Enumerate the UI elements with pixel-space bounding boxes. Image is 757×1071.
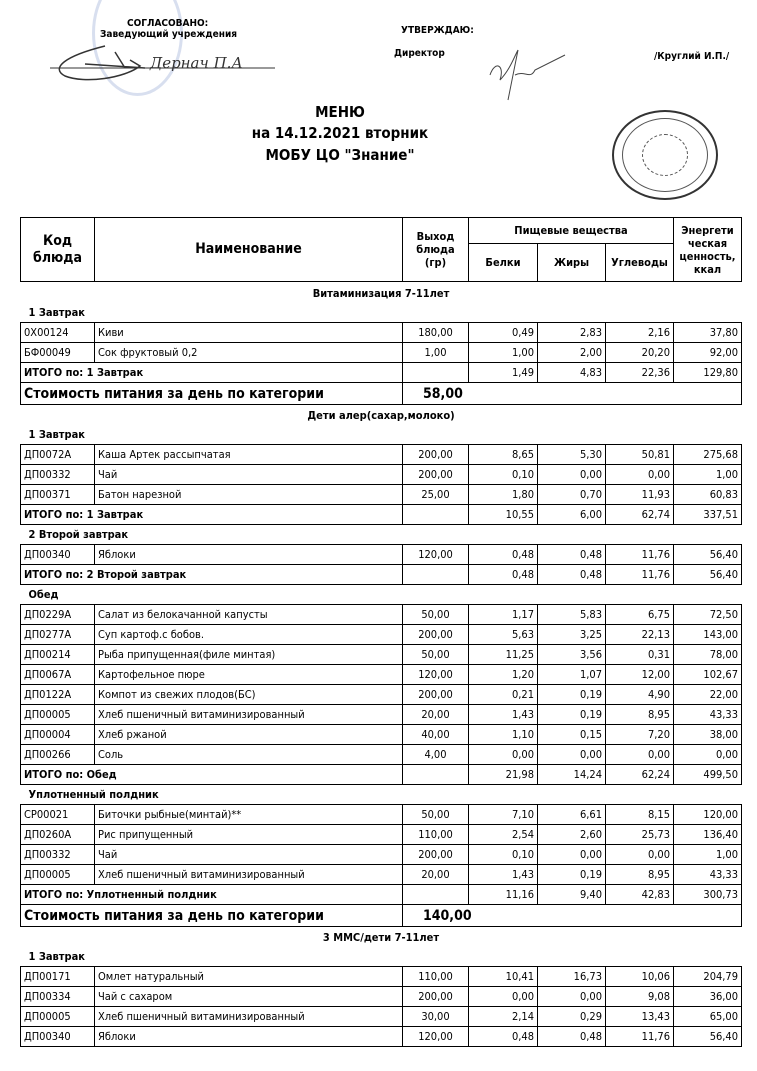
cell-name: Рыба припущенная(филе минтая)	[95, 645, 403, 665]
cell-carbs: 22,13	[606, 625, 674, 645]
cell-yield: 4,00	[403, 745, 469, 765]
cell-energy: 56,40	[674, 545, 742, 565]
meal-title: 1 Завтрак	[28, 306, 86, 319]
cell-name: Омлет натуральный	[95, 967, 403, 987]
cell-fat: 5,83	[538, 605, 606, 625]
total-energy: 129,80	[674, 363, 742, 383]
total-row	[21, 565, 742, 585]
cell-carbs: 20,20	[606, 343, 674, 363]
cell-fat: 0,00	[538, 745, 606, 765]
cell-protein: 0,10	[469, 465, 538, 485]
cell-protein: 1,17	[469, 605, 538, 625]
section-row	[21, 927, 742, 948]
cell-yield: 200,00	[403, 685, 469, 705]
section-title: Витаминизация 7-11лет	[312, 286, 450, 300]
cell-carbs: 2,16	[606, 323, 674, 343]
cell-energy: 72,50	[674, 605, 742, 625]
cell-energy: 1,00	[674, 465, 742, 485]
cell-carbs: 8,15	[606, 805, 674, 825]
cell-yield: 50,00	[403, 805, 469, 825]
meal-row	[21, 425, 742, 445]
cell-yield	[403, 765, 469, 785]
cell-protein: 0,10	[469, 845, 538, 865]
cell-code: ДП00371	[21, 485, 95, 505]
cell-name: Соль	[95, 745, 403, 765]
cell-fat: 2,60	[538, 825, 606, 845]
cell-protein: 10,41	[469, 967, 538, 987]
cell-fat: 0,48	[538, 1027, 606, 1047]
cell-fat: 0,00	[538, 987, 606, 1007]
cell-fat: 16,73	[538, 967, 606, 987]
cost-row	[21, 383, 742, 405]
cell-carbs: 9,08	[606, 987, 674, 1007]
cell-yield: 200,00	[403, 845, 469, 865]
approve-label: УТВЕРЖДАЮ:	[401, 25, 474, 36]
cell-carbs: 7,20	[606, 725, 674, 745]
cell-carbs: 8,95	[606, 865, 674, 885]
cell-protein: 1,20	[469, 665, 538, 685]
cell-yield	[403, 885, 469, 905]
cell-yield: 1,00	[403, 343, 469, 363]
page-title: МЕНЮ	[315, 103, 365, 121]
total-protein: 1,49	[469, 363, 538, 383]
cell-carbs: 0,00	[606, 465, 674, 485]
cell-fat: 0,15	[538, 725, 606, 745]
cell-protein: 2,54	[469, 825, 538, 845]
cell-code: ДП0229А	[21, 605, 95, 625]
cell-name: Биточки рыбные(минтай)**	[95, 805, 403, 825]
cell-code: ДП00334	[21, 987, 95, 1007]
cell-energy: 143,00	[674, 625, 742, 645]
table-row	[21, 865, 742, 885]
cost-value: 58,00	[403, 383, 742, 405]
cell-code: ДП00004	[21, 725, 95, 745]
cell-name: Чай	[95, 465, 403, 485]
table-row	[21, 987, 742, 1007]
cell-name: Киви	[95, 323, 403, 343]
cell-code: ДП0122А	[21, 685, 95, 705]
page-organization: МОБУ ЦО "Знание"	[265, 146, 415, 164]
cell-fat: 0,19	[538, 685, 606, 705]
cell-protein: 1,43	[469, 865, 538, 885]
cell-code: ДП00005	[21, 1007, 95, 1027]
total-energy: 499,50	[674, 765, 742, 785]
agreed-label: СОГЛАСОВАНО:	[127, 18, 209, 29]
total-row	[21, 505, 742, 525]
cell-yield	[403, 565, 469, 585]
cell-code: ДП00332	[21, 845, 95, 865]
cell-code: ДП00171	[21, 967, 95, 987]
col-energy: Энергети ческая ценность, ккал	[674, 218, 742, 282]
cell-yield: 120,00	[403, 1027, 469, 1047]
cell-yield: 30,00	[403, 1007, 469, 1027]
meal-row	[21, 525, 742, 545]
cell-name: Суп картоф.с бобов.	[95, 625, 403, 645]
section-row	[21, 283, 742, 303]
cell-yield: 200,00	[403, 465, 469, 485]
table-row	[21, 725, 742, 745]
cost-label: Стоимость питания за день по категории	[21, 383, 403, 405]
cell-code: ДП0277А	[21, 625, 95, 645]
cell-code: ДП00005	[21, 865, 95, 885]
cell-protein: 0,00	[469, 987, 538, 1007]
total-label: ИТОГО по: Уплотненный полдник	[21, 885, 403, 905]
total-label: ИТОГО по: 1 Завтрак	[21, 505, 403, 525]
cell-fat: 0,00	[538, 845, 606, 865]
cell-carbs: 0,31	[606, 645, 674, 665]
col-name: Наименование	[95, 218, 403, 282]
cell-yield: 50,00	[403, 605, 469, 625]
cell-yield: 20,00	[403, 865, 469, 885]
table-row	[21, 605, 742, 625]
cell-code: ДП00332	[21, 465, 95, 485]
cost-label: Стоимость питания за день по категории	[21, 905, 403, 927]
cell-yield: 50,00	[403, 645, 469, 665]
cell-energy: 56,40	[674, 1027, 742, 1047]
total-label: ИТОГО по: 2 Второй завтрак	[21, 565, 403, 585]
table-row	[21, 1007, 742, 1027]
cell-energy: 43,33	[674, 705, 742, 725]
meal-row	[21, 785, 742, 805]
cell-fat: 2,83	[538, 323, 606, 343]
cost-row	[21, 905, 742, 927]
cell-fat: 2,00	[538, 343, 606, 363]
table-header	[20, 217, 742, 282]
cell-name: Чай	[95, 845, 403, 865]
cell-fat: 6,61	[538, 805, 606, 825]
agreed-signature-icon	[45, 38, 285, 88]
cell-name: Яблоки	[95, 1027, 403, 1047]
cell-energy: 43,33	[674, 865, 742, 885]
agreed-position: Заведующий учреждения	[100, 29, 238, 40]
table-row	[21, 1027, 742, 1047]
cell-carbs: 11,76	[606, 1027, 674, 1047]
cell-code: ДП0067А	[21, 665, 95, 685]
cell-carbs: 11,76	[606, 545, 674, 565]
cell-energy: 22,00	[674, 685, 742, 705]
table-row	[21, 645, 742, 665]
total-fat: 4,83	[538, 363, 606, 383]
cell-carbs: 12,00	[606, 665, 674, 685]
cell-energy: 60,83	[674, 485, 742, 505]
cell-energy: 102,67	[674, 665, 742, 685]
cell-name: Хлеб пшеничный витаминизированный	[95, 865, 403, 885]
cell-energy: 120,00	[674, 805, 742, 825]
cell-protein: 0,48	[469, 545, 538, 565]
cell-name: Рис припущенный	[95, 825, 403, 845]
cell-code: ДП00005	[21, 705, 95, 725]
meal-row	[21, 585, 742, 605]
total-energy: 337,51	[674, 505, 742, 525]
cell-protein: 1,10	[469, 725, 538, 745]
table-row	[21, 343, 742, 363]
svg-text:Дернач П.А: Дернач П.А	[150, 54, 243, 72]
total-protein: 11,16	[469, 885, 538, 905]
cell-code: СР00021	[21, 805, 95, 825]
cell-name: Чай с сахаром	[95, 987, 403, 1007]
total-carbs: 22,36	[606, 363, 674, 383]
meal-title: Обед	[28, 588, 59, 601]
cell-protein: 1,00	[469, 343, 538, 363]
cell-carbs: 13,43	[606, 1007, 674, 1027]
approve-name: /Круглий И.П./	[654, 51, 730, 62]
col-carbs: Углеводы	[606, 244, 674, 282]
total-fat: 6,00	[538, 505, 606, 525]
table-row	[21, 705, 742, 725]
cell-code: ДП0260А	[21, 825, 95, 845]
cell-protein: 11,25	[469, 645, 538, 665]
cell-code: 0X00124	[21, 323, 95, 343]
col-nutrients: Пищевые вещества	[469, 218, 674, 244]
table-row	[21, 625, 742, 645]
total-protein: 10,55	[469, 505, 538, 525]
cell-fat: 0,19	[538, 865, 606, 885]
total-energy: 56,40	[674, 565, 742, 585]
section-row	[21, 405, 742, 426]
cell-name: Каша Артек рассыпчатая	[95, 445, 403, 465]
cell-yield: 200,00	[403, 625, 469, 645]
total-carbs: 62,74	[606, 505, 674, 525]
cell-energy: 275,68	[674, 445, 742, 465]
total-row	[21, 765, 742, 785]
table-row	[21, 685, 742, 705]
cell-code: ДП00340	[21, 1027, 95, 1047]
cell-energy: 92,00	[674, 343, 742, 363]
menu-table	[20, 283, 742, 1047]
total-row	[21, 885, 742, 905]
total-fat: 14,24	[538, 765, 606, 785]
cell-fat: 0,00	[538, 465, 606, 485]
total-fat: 9,40	[538, 885, 606, 905]
table-row	[21, 825, 742, 845]
cell-name: Компот из свежих плодов(БС)	[95, 685, 403, 705]
meal-title: 2 Второй завтрак	[28, 528, 129, 541]
total-carbs: 62,24	[606, 765, 674, 785]
table-row	[21, 323, 742, 343]
cell-yield: 110,00	[403, 967, 469, 987]
cell-energy: 37,80	[674, 323, 742, 343]
cell-yield: 200,00	[403, 987, 469, 1007]
cell-yield: 120,00	[403, 545, 469, 565]
total-carbs: 42,83	[606, 885, 674, 905]
cell-energy: 38,00	[674, 725, 742, 745]
cell-yield	[403, 505, 469, 525]
meal-title: 1 Завтрак	[28, 950, 86, 963]
page-date: на 14.12.2021 вторник	[251, 124, 429, 142]
cell-energy: 136,40	[674, 825, 742, 845]
cell-yield: 120,00	[403, 665, 469, 685]
table-row	[21, 445, 742, 465]
cell-carbs: 4,90	[606, 685, 674, 705]
cell-energy: 36,00	[674, 987, 742, 1007]
table-row	[21, 485, 742, 505]
total-label: ИТОГО по: Обед	[21, 765, 403, 785]
cell-carbs: 6,75	[606, 605, 674, 625]
total-protein: 21,98	[469, 765, 538, 785]
col-code: Код блюда	[21, 218, 95, 282]
cell-name: Салат из белокачанной капусты	[95, 605, 403, 625]
cell-protein: 2,14	[469, 1007, 538, 1027]
cell-yield: 40,00	[403, 725, 469, 745]
meal-title: Уплотненный полдник	[28, 788, 159, 801]
table-row	[21, 805, 742, 825]
total-energy: 300,73	[674, 885, 742, 905]
cell-code: ДП00266	[21, 745, 95, 765]
cell-yield: 110,00	[403, 825, 469, 845]
cell-carbs: 0,00	[606, 745, 674, 765]
cell-carbs: 8,95	[606, 705, 674, 725]
col-fat: Жиры	[538, 244, 606, 282]
cell-name: Хлеб пшеничный витаминизированный	[95, 705, 403, 725]
cell-yield	[403, 363, 469, 383]
cell-name: Хлеб пшеничный витаминизированный	[95, 1007, 403, 1027]
meal-row	[21, 947, 742, 967]
section-title: Дети алер(сахар,молоко)	[307, 408, 455, 422]
cell-fat: 0,48	[538, 545, 606, 565]
cell-fat: 0,70	[538, 485, 606, 505]
table-row	[21, 967, 742, 987]
total-protein: 0,48	[469, 565, 538, 585]
cell-name: Хлеб ржаной	[95, 725, 403, 745]
cell-protein: 0,49	[469, 323, 538, 343]
cell-fat: 0,29	[538, 1007, 606, 1027]
cell-yield: 200,00	[403, 445, 469, 465]
total-carbs: 11,76	[606, 565, 674, 585]
cell-protein: 1,43	[469, 705, 538, 725]
cell-yield: 20,00	[403, 705, 469, 725]
section-title: 3 ММС/дети 7-11лет	[322, 930, 440, 944]
cell-energy: 65,00	[674, 1007, 742, 1027]
cell-energy: 204,79	[674, 967, 742, 987]
cell-fat: 3,56	[538, 645, 606, 665]
cell-carbs: 25,73	[606, 825, 674, 845]
cell-protein: 1,80	[469, 485, 538, 505]
cell-carbs: 0,00	[606, 845, 674, 865]
cell-protein: 0,48	[469, 1027, 538, 1047]
col-protein: Белки	[469, 244, 538, 282]
table-row	[21, 845, 742, 865]
cell-name: Картофельное пюре	[95, 665, 403, 685]
cell-fat: 3,25	[538, 625, 606, 645]
cell-protein: 0,00	[469, 745, 538, 765]
cell-code: ДП00340	[21, 545, 95, 565]
cell-energy: 1,00	[674, 845, 742, 865]
cell-carbs: 11,93	[606, 485, 674, 505]
cell-fat: 1,07	[538, 665, 606, 685]
cell-carbs: 50,81	[606, 445, 674, 465]
cell-fat: 0,19	[538, 705, 606, 725]
table-row	[21, 545, 742, 565]
director-signature-icon	[480, 45, 570, 105]
cell-yield: 25,00	[403, 485, 469, 505]
cell-code: БФ00049	[21, 343, 95, 363]
cell-name: Яблоки	[95, 545, 403, 565]
cell-protein: 7,10	[469, 805, 538, 825]
total-label: ИТОГО по: 1 Завтрак	[21, 363, 403, 383]
cell-protein: 8,65	[469, 445, 538, 465]
meal-title: 1 Завтрак	[28, 428, 86, 441]
cell-yield: 180,00	[403, 323, 469, 343]
cell-protein: 0,21	[469, 685, 538, 705]
cell-code: ДП0072А	[21, 445, 95, 465]
meal-row	[21, 303, 742, 323]
cell-energy: 0,00	[674, 745, 742, 765]
cell-energy: 78,00	[674, 645, 742, 665]
col-yield: Выход блюда (гр)	[403, 218, 469, 282]
total-fat: 0,48	[538, 565, 606, 585]
total-row	[21, 363, 742, 383]
table-row	[21, 665, 742, 685]
cost-value: 140,00	[403, 905, 742, 927]
cell-name: Сок фруктовый 0,2	[95, 343, 403, 363]
cell-code: ДП00214	[21, 645, 95, 665]
approve-position: Директор	[394, 48, 445, 59]
cell-fat: 5,30	[538, 445, 606, 465]
table-row	[21, 745, 742, 765]
cell-protein: 5,63	[469, 625, 538, 645]
table-row	[21, 465, 742, 485]
cell-name: Батон нарезной	[95, 485, 403, 505]
cell-carbs: 10,06	[606, 967, 674, 987]
